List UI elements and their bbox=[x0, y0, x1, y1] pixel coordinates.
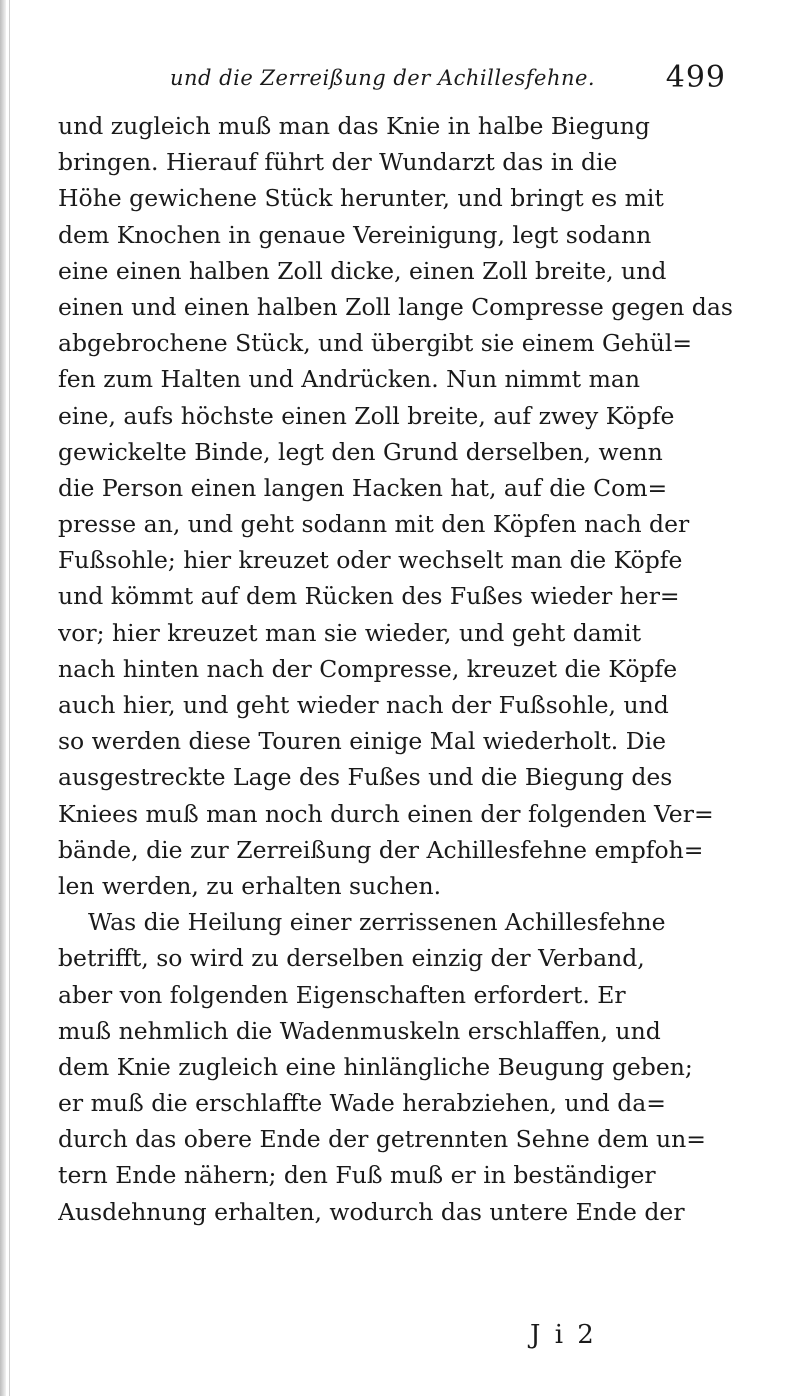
text-line: tern Ende nähern; den Fuß muß er in beständiger bbox=[58, 1161, 656, 1190]
text-line: Ausdehnung erhalten, wodurch das untere Ende der bbox=[58, 1197, 685, 1226]
running-header bbox=[60, 60, 750, 106]
text-line: Fußsohle; hier kreuzet oder wechselt man die Köpfe bbox=[58, 546, 683, 575]
text-line: nach hinten nach der Compresse, kreuzet die Köpfe bbox=[58, 654, 678, 683]
text-line: betrifft, so wird zu derselben einzig der Verband, bbox=[58, 944, 645, 973]
text-line: Höhe gewichene Stück herunter, und bringt es mit bbox=[58, 184, 664, 213]
page-binding-edge bbox=[0, 0, 6, 1396]
running-title: und die Zerreißung der Achillesfehne. bbox=[170, 66, 596, 90]
text-line: die Person einen langen Hacken hat, auf die Com= bbox=[58, 473, 668, 502]
signature-mark: J i 2 bbox=[530, 1320, 597, 1350]
text-line: eine einen halben Zoll dicke, einen Zoll breite, und bbox=[58, 256, 667, 285]
page-binding-line bbox=[9, 0, 10, 1396]
text-line: er muß die erschlaffte Wade herabziehen, und da= bbox=[58, 1089, 666, 1118]
text-line: vor; hier kreuzet man sie wieder, und geht damit bbox=[58, 618, 642, 647]
page-number: 499 bbox=[665, 60, 726, 95]
text-line: auch hier, und geht wieder nach der Fußsohle, und bbox=[58, 691, 669, 719]
body-text bbox=[58, 108, 748, 1230]
text-line: Kniees muß man noch durch einen der folgenden Ver= bbox=[58, 799, 714, 828]
text-line: fen zum Halten und Andrücken. Nun nimmt man bbox=[58, 365, 641, 394]
text-line: abgebrochene Stück, und übergibt sie einem Gehül= bbox=[58, 329, 693, 358]
text-line: Was die Heilung einer zerrissenen Achillesfehne bbox=[88, 908, 666, 937]
text-line: bringen. Hierauf führt der Wundarzt das in die bbox=[58, 148, 618, 177]
text-line: einen und einen halben Zoll lange Compresse gegen das bbox=[58, 292, 733, 321]
text-line: ausgestreckte Lage des Fußes und die Biegung des bbox=[58, 763, 673, 792]
text-line: dem Knie zugleich eine hinlängliche Beugung geben; bbox=[58, 1052, 693, 1081]
text-line: muß nehmlich die Wadenmuskeln erschlaffen, und bbox=[58, 1016, 661, 1045]
text-line: len werden, zu erhalten suchen. bbox=[58, 871, 442, 900]
text-line: bände, die zur Zerreißung der Achillesfehne empfoh= bbox=[58, 835, 704, 864]
text-line: presse an, und geht sodann mit den Köpfen nach der bbox=[58, 510, 690, 539]
text-line: dem Knochen in genaue Vereinigung, legt sodann bbox=[58, 220, 652, 249]
text-line: eine, aufs höchste einen Zoll breite, auf zwey Köpfe bbox=[58, 401, 675, 430]
text-line: und zugleich muß man das Knie in halbe Biegung bbox=[58, 112, 650, 140]
text-line: gewickelte Binde, legt den Grund derselben, wenn bbox=[58, 437, 663, 466]
text-line: und kömmt auf dem Rücken des Fußes wieder her= bbox=[58, 582, 680, 611]
text-line: so werden diese Touren einige Mal wiederholt. Die bbox=[58, 727, 666, 756]
text-line: durch das obere Ende der getrennten Sehne dem un= bbox=[58, 1125, 706, 1154]
text-line: aber von folgenden Eigenschaften erfordert. Er bbox=[58, 980, 626, 1009]
